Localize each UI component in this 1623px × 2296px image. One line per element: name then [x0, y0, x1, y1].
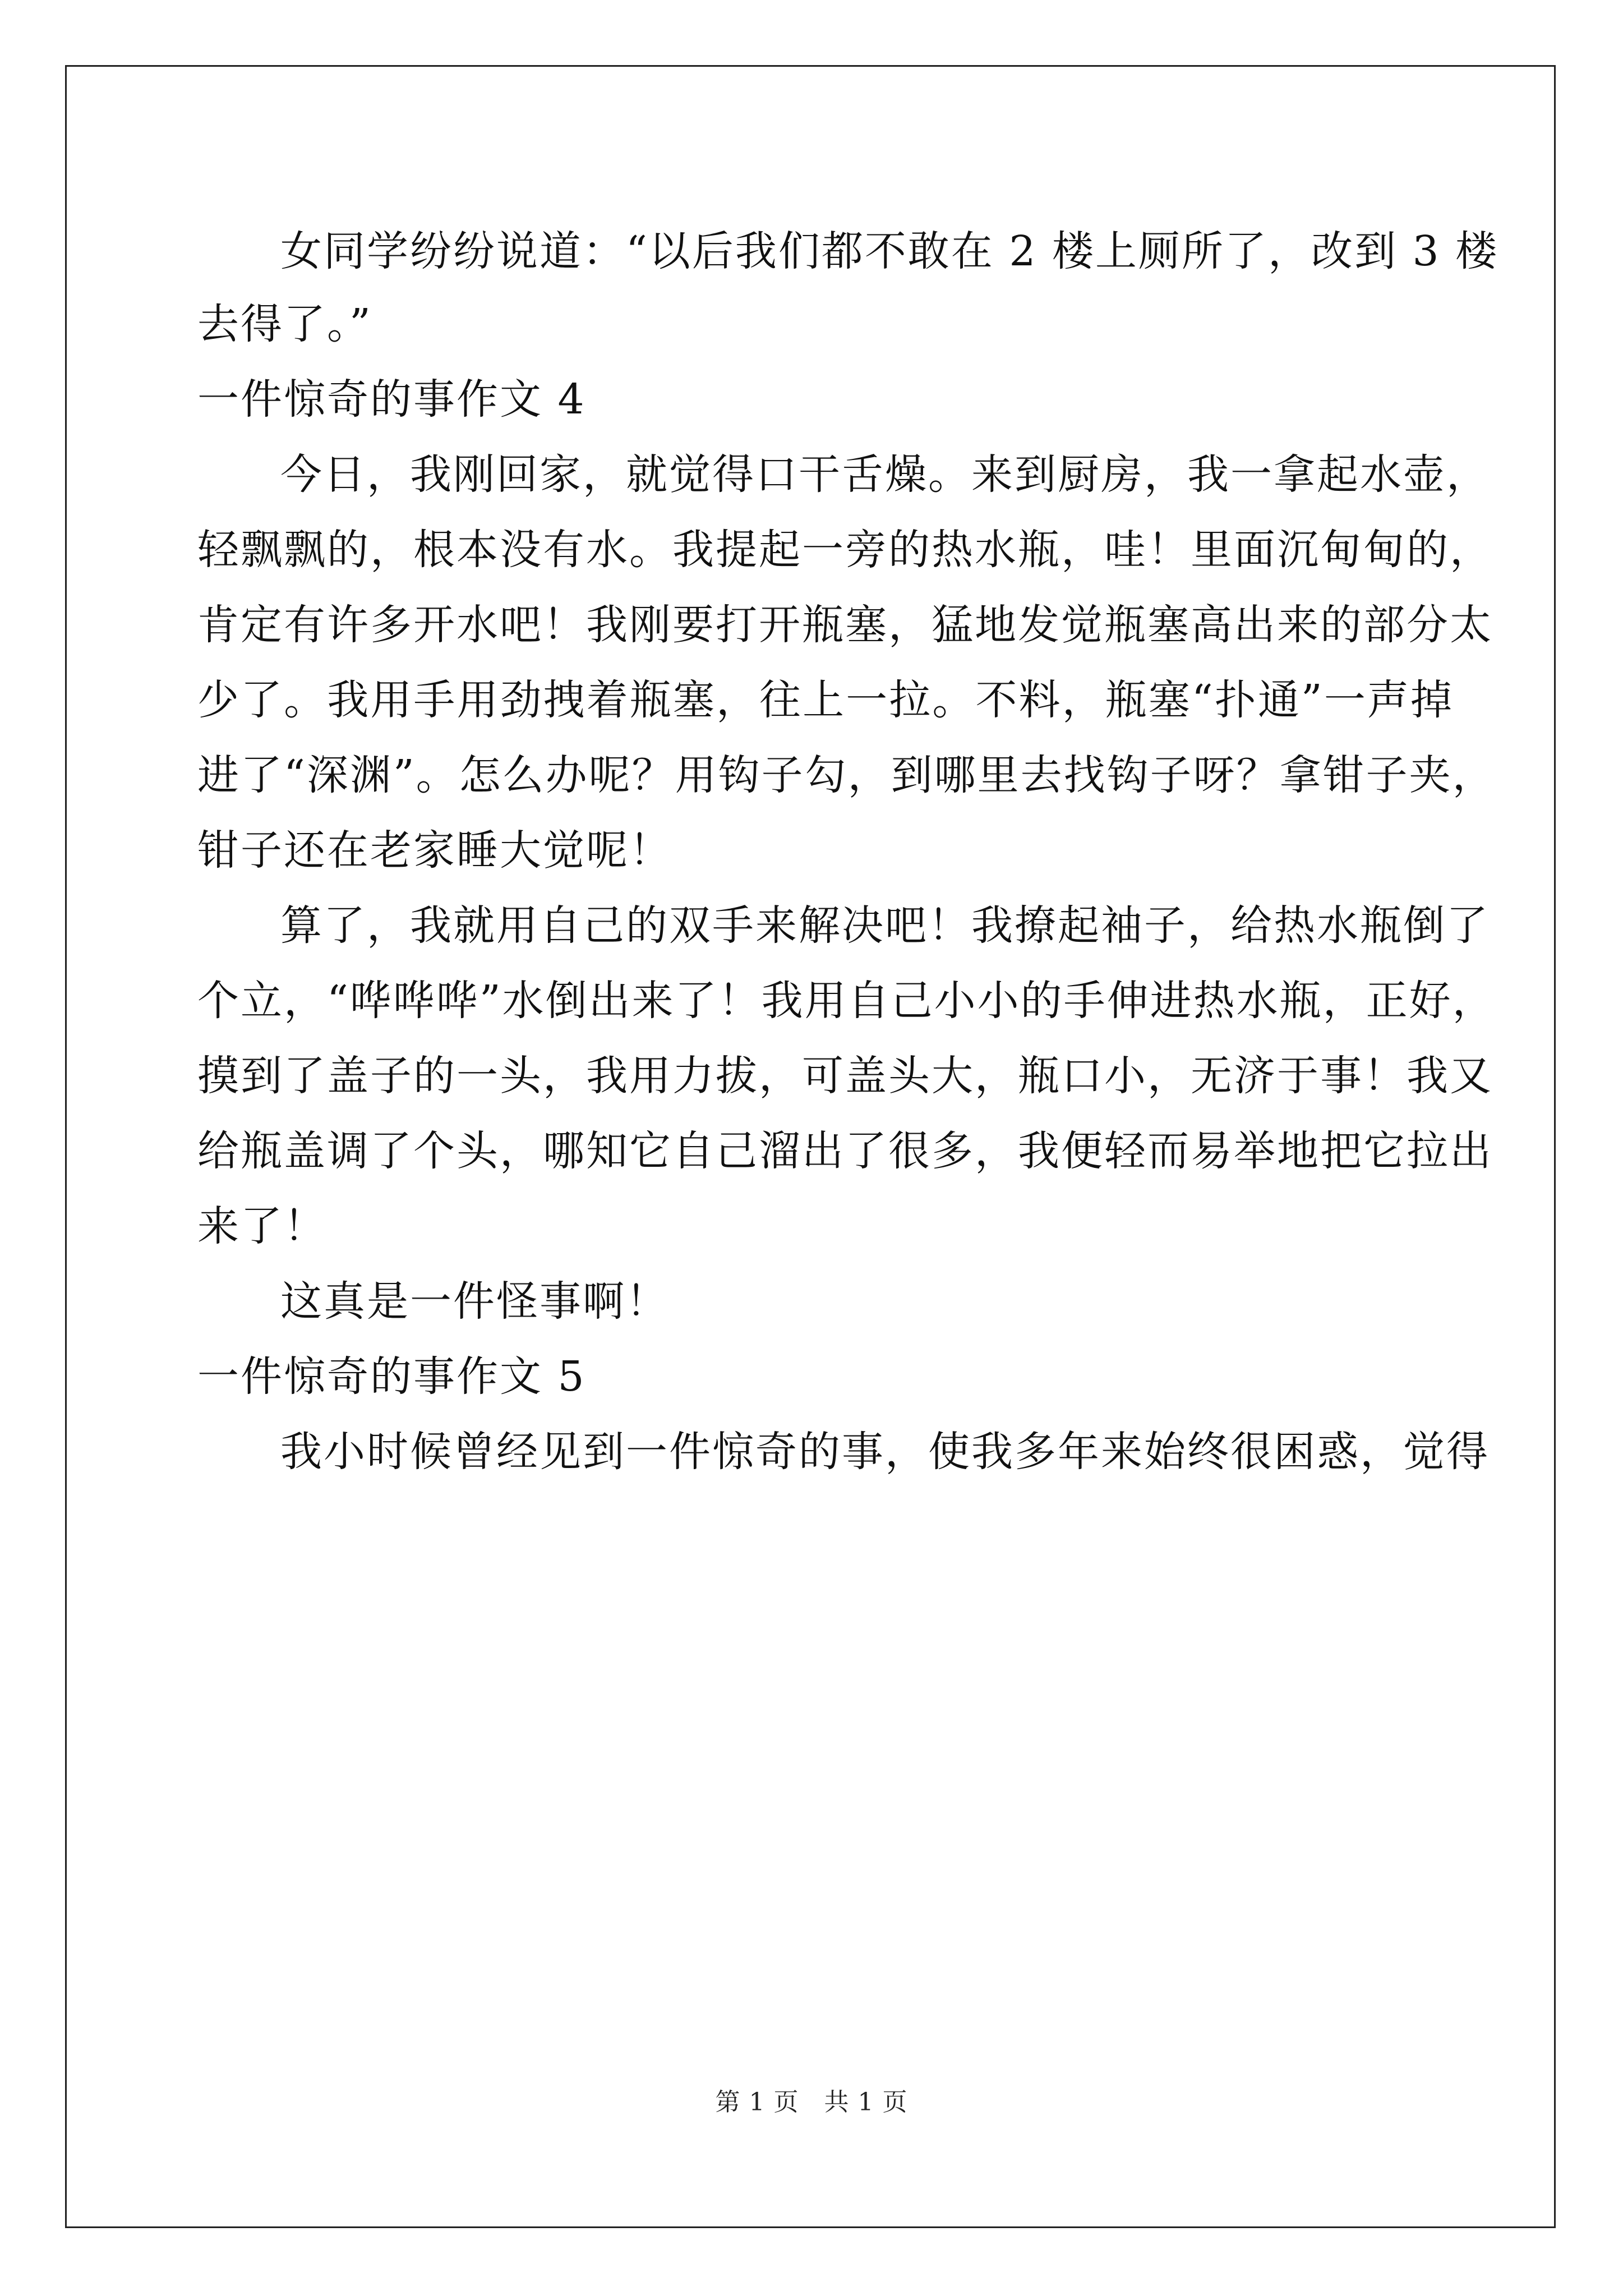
paragraph-line: 轻飘飘的，根本没有水。我提起一旁的热水瓶，哇！里面沉甸甸的，	[197, 526, 1493, 574]
paragraph-line: 这真是一件怪事啊！	[280, 1277, 669, 1326]
paragraph-line: 肯定有许多开水吧！我刚要打开瓶塞，猛地发觉瓶塞高出来的部分太	[197, 601, 1493, 649]
section-heading: 一件惊奇的事作文 4	[197, 375, 586, 424]
page-number-footer: 第 1 页 共 1 页	[715, 2088, 908, 2116]
paragraph-line: 给瓶盖调了个头，哪知它自己溜出了很多，我便轻而易举地把它拉出	[197, 1127, 1493, 1175]
paragraph-line: 算了，我就用自己的双手来解决吧！我撩起袖子，给热水瓶倒了	[280, 901, 1490, 950]
paragraph-line: 钳子还在老家睡大觉呢！	[197, 826, 672, 875]
paragraph-line: 女同学纷纷说道：“以后我们都不敢在 2 楼上厕所了，改到 3 楼	[280, 227, 1499, 275]
paragraph-line: 去得了。”	[197, 300, 372, 348]
paragraph-line: 今日，我刚回家，就觉得口干舌燥。来到厨房，我一拿起水壶，	[280, 450, 1490, 499]
section-heading: 一件惊奇的事作文 5	[197, 1352, 586, 1401]
paragraph-line: 我小时候曾经见到一件惊奇的事，使我多年来始终很困惑，觉得	[280, 1428, 1490, 1476]
paragraph-line: 个立，“哗哗哗”水倒出来了！我用自己小小的手伸进热水瓶，正好，	[197, 977, 1496, 1025]
paragraph-line: 来了！	[197, 1202, 327, 1250]
paragraph-line: 进了“深渊”。怎么办呢？用钩子勾，到哪里去找钩子呀？拿钳子夹，	[197, 751, 1496, 799]
paragraph-line: 少了。我用手用劲拽着瓶塞，往上一拉。不料，瓶塞“扑通”一声掉	[197, 676, 1454, 724]
paragraph-line: 摸到了盖子的一头，我用力拔，可盖头大，瓶口小，无济于事！我又	[197, 1052, 1493, 1100]
